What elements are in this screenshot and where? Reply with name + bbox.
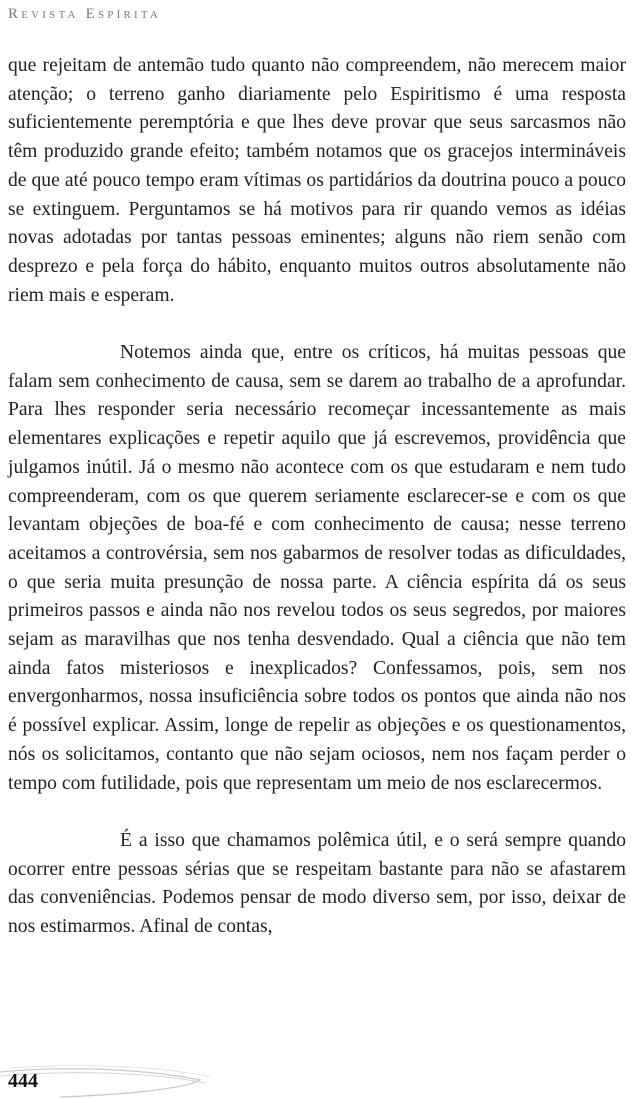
page-number: 444 <box>8 1070 38 1092</box>
running-header: Revista Espírita <box>8 6 162 22</box>
page-body <box>8 52 626 942</box>
paragraph-1: que rejeitam de antemão tudo quanto não compreendem, não merecem maior atenção; o terreno ganho diariamente pelo Espiritismo é uma resposta suficientemente peremptória e que lhes deve provar que seus sarcasmos não têm produzido grande efeito; também notamos que os gracejos intermináveis de que até pouco tempo eram vítimas os partidários da doutrina pouco a pouco se extinguem. Perguntamos se há motivos para rir quando vemos as idéias novas adotadas por tantas pessoas eminentes; alguns não riem senão com desprezo e pela força do hábito, enquanto muitos outros absolutamente não riem mais e esperam. <box>8 55 626 306</box>
paragraph-2: Notemos ainda que, entre os críticos, há muitas pessoas que falam sem conhecimento de causa, sem se darem ao trabalho de a aprofundar. Para lhes responder seria necessário recomeçar incessantemente as mais elementares explicações e repetir aquilo que já escrevemos, providência que julgamos inútil. Já o mesmo não acontece com os que estudaram e nem tudo compreenderam, com os que querem seriamente esclarecer-se e com os que levantam objeções de boa-fé e com conhecimento de causa; nesse terreno aceitamos a controvérsia, sem nos gabarmos de resolver todas as dificuldades, o que seria muita presunção de nossa parte. A ciência espírita dá os seus primeiros passos e ainda não nos revelou todos os seus segredos, por maiores sejam as maravilhas que nos tenha desvendado. Qual a ciência que não tem ainda fatos misteriosos e inexplicados? Confessamos, pois, sem nos envergonharmos, nossa insuficiência sobre todos os pontos que ainda não nos é possível explicar. Assim, longe de repelir as objeções e os questionamentos, nós os solicitamos, contanto que não sejam ociosos, nem nos façam perder o tempo com futilidade, pois que representam um meio de nos esclarecermos. <box>8 342 626 794</box>
swoosh-ornament-icon <box>0 1062 631 1099</box>
page-footer <box>0 1062 631 1099</box>
paragraph-3: É a isso que chamamos polêmica útil, e o será sempre quando ocorrer entre pessoas sérias que se respeitam bastante para não se afastarem das conveniências. Podemos pensar de modo diverso sem, por isso, deixar de nos estimarmos. Afinal de contas, <box>8 829 626 938</box>
